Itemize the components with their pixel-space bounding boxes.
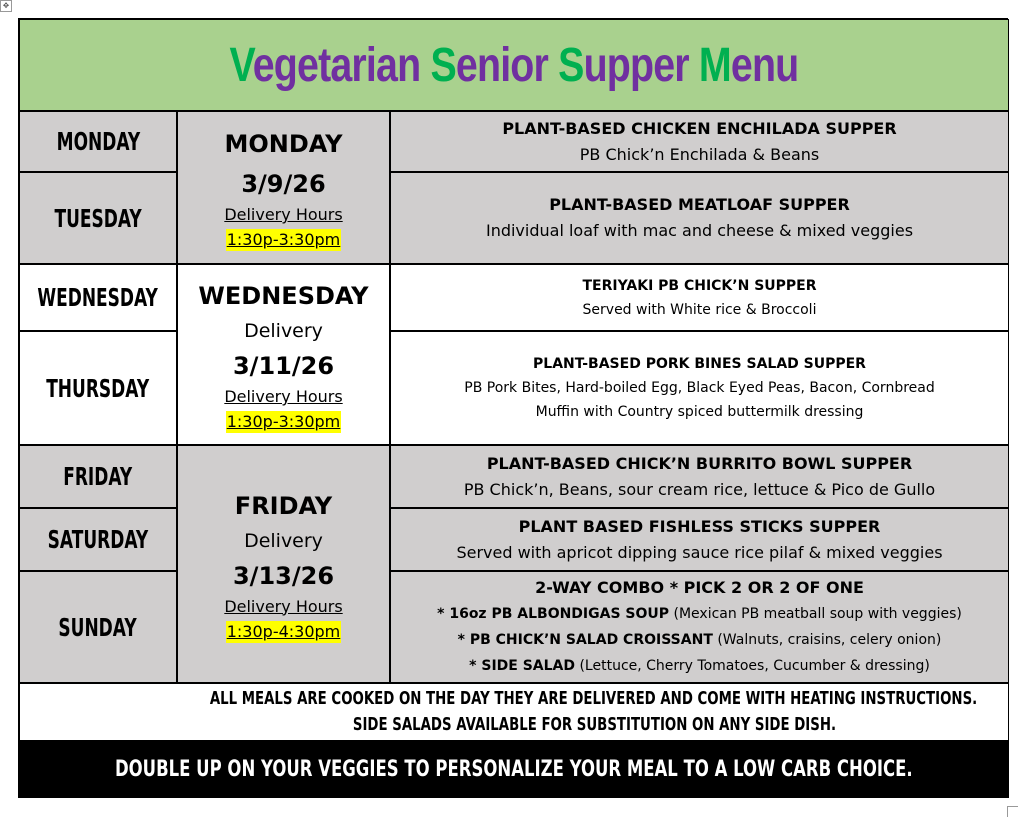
meal-title: TERIYAKI PB CHICK’N SUPPER <box>582 277 817 294</box>
combo-option-name: * SIDE SALAD <box>469 658 576 674</box>
title-part: egetarian <box>252 38 431 92</box>
delivery-hours: 1:30p-4:30pm <box>226 621 341 641</box>
meal-description: Served with apricot dipping sauce rice pilaf & mixed veggies <box>456 542 943 562</box>
delivery-day: MONDAY <box>224 130 343 158</box>
meal-cell-saturday <box>390 508 1009 571</box>
footer-text: DOUBLE UP ON YOUR VEGGIES TO PERSONALIZE YOUR MEAL TO A LOW CARB CHOICE. <box>115 757 913 782</box>
title-part: enior <box>455 38 559 92</box>
meal-cell-wednesday <box>390 264 1009 331</box>
day-label: TUESDAY <box>54 203 142 233</box>
delivery-cell-friday <box>177 445 390 683</box>
meal-title: PLANT-BASED CHICK’N BURRITO BOWL SUPPER <box>486 453 913 473</box>
delivery-label: Delivery <box>244 529 323 552</box>
page-corner-mark <box>1007 806 1018 817</box>
day-cell-sunday <box>19 571 177 683</box>
combo-option <box>458 627 942 653</box>
delivery-hours-label: Delivery Hours <box>224 596 343 616</box>
meal-title: PLANT BASED FISHLESS STICKS SUPPER <box>518 516 881 536</box>
delivery-label: Delivery <box>244 320 323 342</box>
meal-description: PB Chick’n, Beans, sour cream rice, lettuce & Pico de Gullo <box>463 479 936 499</box>
delivery-hours-label: Delivery Hours <box>224 205 343 224</box>
meal-title: PLANT-BASED MEATLOAF SUPPER <box>549 195 850 214</box>
title-part: enu <box>730 38 799 92</box>
delivery-hours: 1:30p-3:30pm <box>226 230 341 249</box>
title-part: upper <box>583 38 699 92</box>
combo-option-detail: (Walnuts, craisins, celery onion) <box>712 632 942 648</box>
meal-title: PLANT-BASED CHICKEN ENCHILADA SUPPER <box>502 118 897 138</box>
menu-title <box>230 38 799 93</box>
day-label: FRIDAY <box>63 462 133 491</box>
day-label: WEDNESDAY <box>37 283 159 312</box>
meal-cell-sunday <box>390 571 1009 683</box>
day-cell-thursday <box>19 331 177 445</box>
meal-description-line: PB Pork Bites, Hard-boiled Egg, Black Eyed Peas, Bacon, Cornbread <box>464 380 935 396</box>
combo-option-name: * PB CHICK’N SALAD CROISSANT <box>457 632 713 648</box>
delivery-cell-wednesday <box>177 264 390 445</box>
day-cell-monday <box>19 111 177 172</box>
meal-cell-thursday <box>390 331 1009 445</box>
meal-description-line: Muffin with Country spiced buttermilk dressing <box>535 404 864 420</box>
delivery-hours-label: Delivery Hours <box>224 387 343 406</box>
meal-title: 2-WAY COMBO * PICK 2 OR 2 OF ONE <box>535 578 864 597</box>
meal-cell-friday <box>390 445 1009 508</box>
delivery-date: 3/9/26 <box>241 170 326 198</box>
delivery-day: FRIDAY <box>234 491 333 520</box>
title-part: S <box>558 38 584 92</box>
combo-option <box>469 653 930 679</box>
meal-description: Served with White rice & Broccoli <box>582 301 817 318</box>
title-part: M <box>698 38 731 92</box>
day-cell-wednesday <box>19 264 177 331</box>
day-cell-friday <box>19 445 177 508</box>
note-line: SIDE SALADS AVAILABLE FOR SUBSTITUTION ON ANY SIDE DISH. <box>352 714 836 735</box>
combo-option-detail: (Mexican PB meatball soup with veggies) <box>669 606 962 622</box>
delivery-hours: 1:30p-3:30pm <box>226 412 341 431</box>
day-label: THURSDAY <box>46 373 150 403</box>
footer-bar <box>19 741 1009 798</box>
supper-menu-table <box>18 18 1008 798</box>
delivery-day: WEDNESDAY <box>198 282 369 310</box>
table-move-handle-icon[interactable]: ✥ <box>0 0 12 12</box>
delivery-cell-monday <box>177 111 390 264</box>
day-cell-saturday <box>19 508 177 571</box>
delivery-date: 3/13/26 <box>232 561 335 590</box>
combo-option-name: * 16oz PB ALBONDIGAS SOUP <box>437 606 670 622</box>
day-label: MONDAY <box>56 127 140 156</box>
combo-option-detail: (Lettuce, Cherry Tomatoes, Cucumber & dressing) <box>575 658 930 674</box>
title-part: S <box>430 38 456 92</box>
meal-description: Individual loaf with mac and cheese & mixed veggies <box>485 221 914 240</box>
day-cell-tuesday <box>19 172 177 264</box>
delivery-date: 3/11/26 <box>232 352 335 380</box>
menu-title-cell <box>19 19 1009 111</box>
meal-cell-tuesday <box>390 172 1009 264</box>
meal-cell-monday <box>390 111 1009 172</box>
combo-option <box>437 601 962 627</box>
meal-description: PB Chick’n Enchilada & Beans <box>579 144 820 164</box>
notes-cell <box>19 683 1009 741</box>
title-part: V <box>229 38 253 92</box>
meal-title: PLANT-BASED PORK BINES SALAD SUPPER <box>533 356 866 372</box>
day-label: SATURDAY <box>47 525 149 554</box>
day-label: SUNDAY <box>58 612 138 642</box>
note-line: ALL MEALS ARE COOKED ON THE DAY THEY ARE DELIVERED AND COME WITH HEATING INSTRUCTIONS. <box>210 688 978 709</box>
